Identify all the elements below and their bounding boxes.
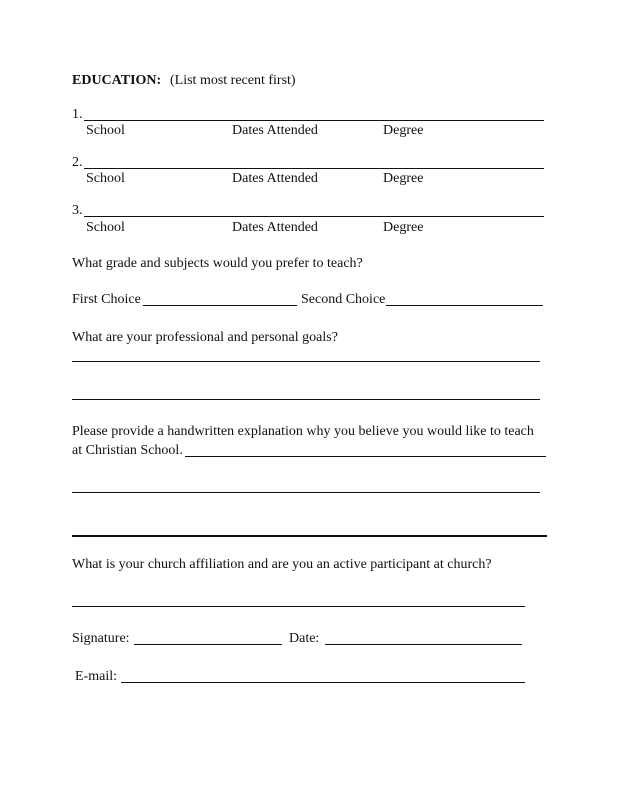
signature-line[interactable]	[134, 644, 282, 645]
first-choice-line[interactable]	[143, 305, 297, 306]
education-note: (List most recent first)	[170, 73, 296, 88]
email-line[interactable]	[121, 682, 525, 683]
education-entry-2-number: 2.	[72, 155, 83, 170]
first-choice-label: First Choice	[72, 292, 141, 307]
education-entry-3-school-label: School	[86, 220, 125, 235]
second-choice-line[interactable]	[386, 305, 543, 306]
explanation-answer-line-3[interactable]	[72, 535, 547, 537]
explanation-prompt-line-2: at Christian School.	[72, 443, 183, 458]
education-entry-3-degree-label: Degree	[383, 220, 424, 235]
goals-answer-line-1[interactable]	[72, 361, 540, 362]
education-entry-2-dates-label: Dates Attended	[232, 171, 318, 186]
date-label: Date:	[289, 631, 320, 646]
education-entry-2-school-label: School	[86, 171, 125, 186]
education-entry-3-number: 3.	[72, 203, 83, 218]
explanation-answer-line-2[interactable]	[72, 492, 540, 493]
explanation-prompt-line-1: Please provide a handwritten explanation why you believe you would like to teach	[72, 424, 534, 439]
date-line[interactable]	[325, 644, 522, 645]
education-heading: EDUCATION:	[72, 73, 162, 88]
education-entry-3-line[interactable]	[84, 216, 544, 217]
church-question: What is your church affiliation and are you an active participant at church?	[72, 557, 492, 572]
education-entry-1-line[interactable]	[84, 120, 544, 121]
grade-question: What grade and subjects would you prefer to teach?	[72, 256, 363, 271]
email-label: E-mail:	[75, 669, 117, 684]
education-entry-2-degree-label: Degree	[383, 171, 424, 186]
education-entry-1-school-label: School	[86, 123, 125, 138]
goals-question: What are your professional and personal goals?	[72, 330, 338, 345]
education-entry-1-number: 1.	[72, 107, 83, 122]
education-entry-1-dates-label: Dates Attended	[232, 123, 318, 138]
signature-label: Signature:	[72, 631, 130, 646]
explanation-answer-line-1[interactable]	[185, 456, 546, 457]
goals-answer-line-2[interactable]	[72, 399, 540, 400]
second-choice-label: Second Choice	[301, 292, 386, 307]
church-answer-line[interactable]	[72, 606, 525, 607]
education-entry-1-degree-label: Degree	[383, 123, 424, 138]
education-entry-3-dates-label: Dates Attended	[232, 220, 318, 235]
education-entry-2-line[interactable]	[84, 168, 544, 169]
